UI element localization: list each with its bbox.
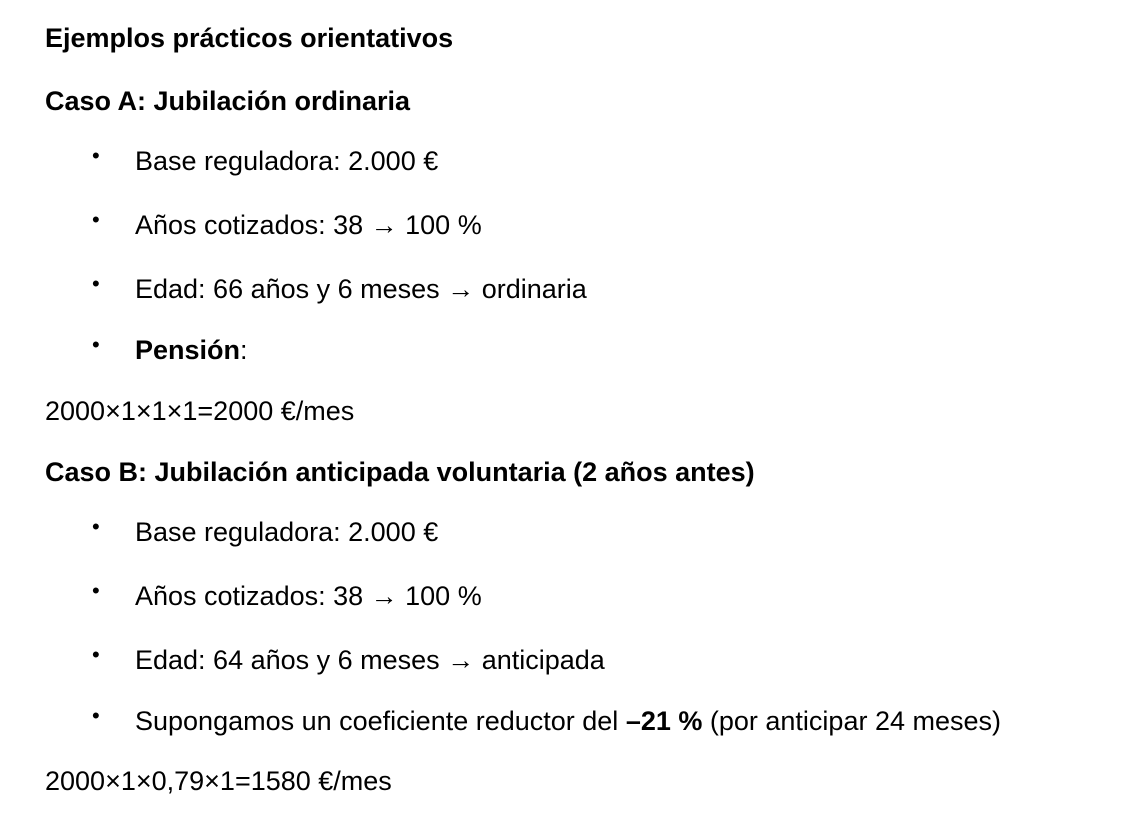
caso-b-title: Caso B: Jubilación anticipada voluntaria (2 años antes) — [45, 457, 755, 487]
list-item-text: Edad: 66 años y 6 meses → ordinaria — [135, 274, 587, 304]
bullet: • — [92, 332, 100, 357]
bullet: • — [92, 143, 100, 168]
bullet: • — [92, 207, 100, 232]
bullet: • — [92, 642, 100, 667]
bullet: • — [92, 271, 100, 296]
caso-b-formula: 2000×1×0,79×1=1580 €/mes — [45, 766, 392, 796]
list-item-text: Años cotizados: 38 → 100 % — [135, 210, 482, 240]
page-heading: Ejemplos prácticos orientativos — [45, 23, 454, 53]
pension-label-line — [135, 337, 248, 364]
list-item-text: Base reguladora: 2.000 € — [135, 517, 439, 547]
bullet: • — [92, 703, 100, 728]
pension-label: Pensión — [135, 335, 241, 365]
bullet: • — [92, 578, 100, 603]
caso-a-title: Caso A: Jubilación ordinaria — [45, 86, 411, 116]
list-item-text: Edad: 64 años y 6 meses → anticipada — [135, 645, 605, 675]
bullet: • — [92, 514, 100, 539]
pension-colon: : — [240, 335, 248, 365]
coef-suffix: (por anticipar 24 meses) — [702, 706, 1001, 736]
list-item-text: Base reguladora: 2.000 € — [135, 146, 439, 176]
coef-value: –21 % — [625, 706, 703, 736]
coef-line — [135, 708, 1001, 735]
caso-a-formula: 2000×1×1×1=2000 €/mes — [45, 396, 355, 426]
list-item-text: Años cotizados: 38 → 100 % — [135, 581, 482, 611]
coef-prefix: Supongamos un coeficiente reductor del — [135, 706, 626, 736]
